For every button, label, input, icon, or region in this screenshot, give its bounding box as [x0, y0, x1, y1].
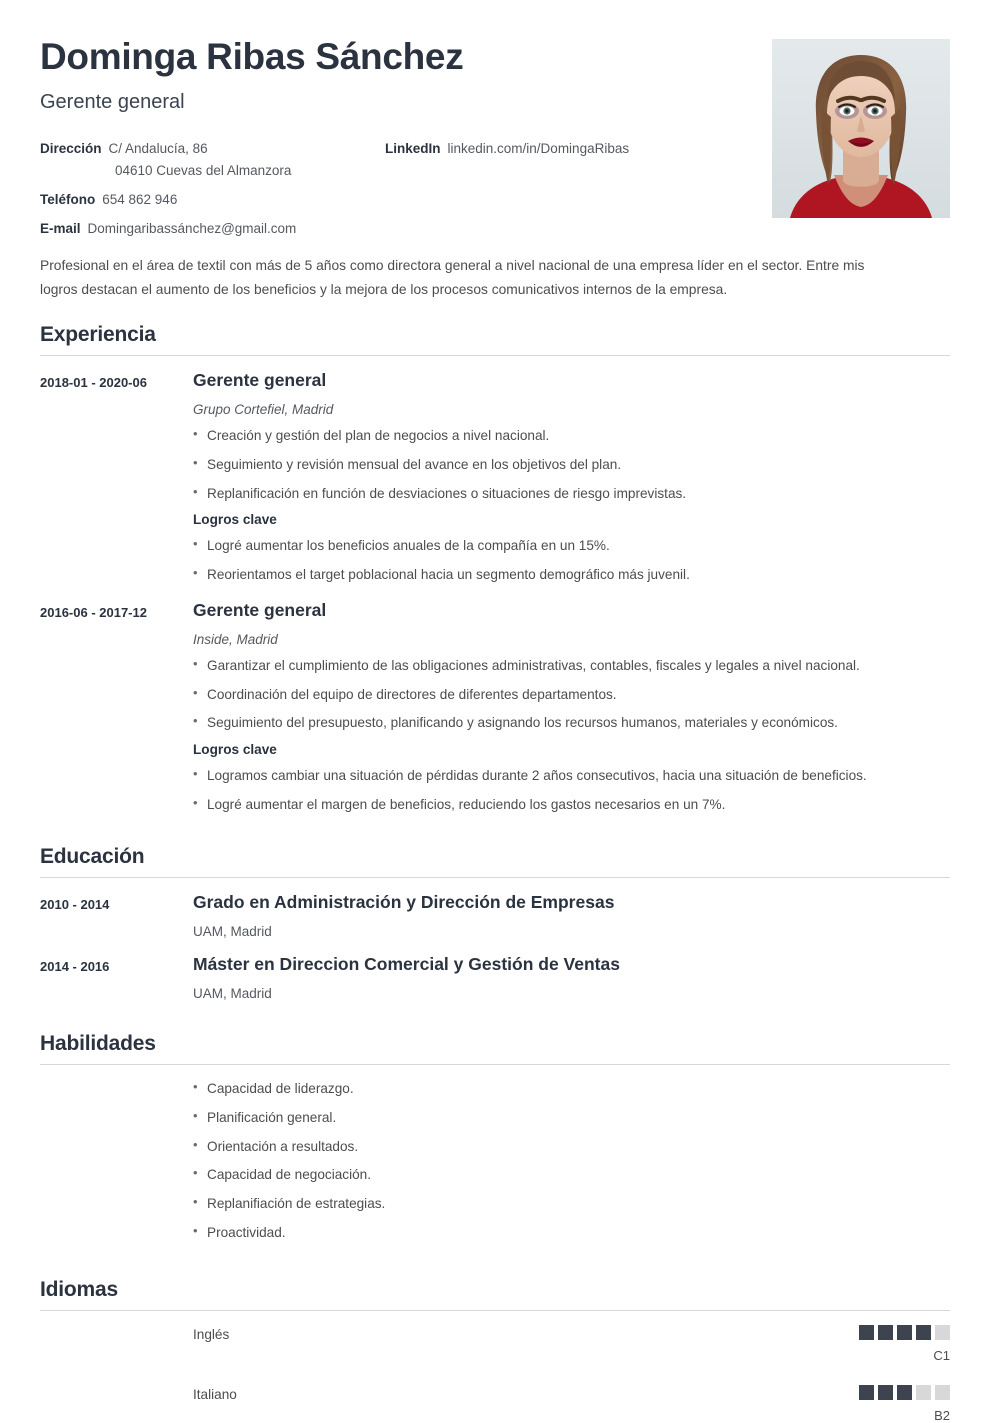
section-divider — [40, 355, 950, 356]
experience-job-title: Gerente general — [193, 370, 327, 391]
language-meter-wrap — [859, 1385, 950, 1423]
language-level-box — [897, 1385, 912, 1400]
address-value-line2: 04610 Cuevas del Almanzora — [115, 162, 292, 178]
education-body — [193, 892, 950, 948]
education-body — [193, 954, 950, 1010]
experience-entry — [40, 600, 950, 824]
section-divider — [40, 1310, 950, 1311]
profile-photo — [772, 39, 950, 218]
list-item: • Replanificación en función de desviaciones o situaciones de riesgo imprevistas. — [193, 484, 950, 504]
language-level-box — [859, 1325, 874, 1340]
language-meter-wrap — [859, 1325, 950, 1363]
section-languages — [0, 1278, 990, 1423]
language-level-box — [916, 1325, 931, 1340]
address-value-line1: C/ Andalucía, 86 — [108, 140, 208, 156]
experience-entry — [40, 370, 950, 594]
language-level-box — [935, 1385, 950, 1400]
experience-company: Inside, Madrid — [193, 631, 278, 647]
section-title-skills: Habilidades — [40, 1032, 156, 1056]
experience-body — [193, 600, 950, 824]
language-level-box — [897, 1325, 912, 1340]
experience-dates: 2018-01 - 2020-06 — [40, 375, 147, 391]
phone-value: 654 862 946 — [102, 191, 178, 207]
achievements-label: Logros clave — [193, 512, 277, 528]
list-item: • Creación y gestión del plan de negocios a nivel nacional. — [193, 426, 950, 446]
achievements-label: Logros clave — [193, 741, 277, 757]
education-entry — [40, 892, 950, 948]
education-dates: 2010 - 2014 — [40, 897, 110, 913]
language-level-meter — [859, 1385, 950, 1400]
section-education — [0, 845, 990, 1010]
experience-achievements — [193, 766, 950, 814]
experience-body — [193, 370, 950, 594]
section-title-experience: Experiencia — [40, 323, 156, 347]
experience-responsibilities — [193, 656, 950, 733]
list-item: • Garantizar el cumplimiento de las obligaciones administrativas, contables, fiscales y legales a nivel nacional. — [193, 656, 950, 676]
email-label: E-mail — [40, 220, 81, 236]
education-entry — [40, 954, 950, 1010]
email-value: Domingaribassánchez@gmail.com — [87, 220, 297, 236]
language-level-box — [859, 1385, 874, 1400]
job-title: Gerente general — [40, 90, 185, 113]
contact-row-phone — [40, 192, 760, 207]
address-label: Dirección — [40, 140, 102, 156]
section-divider — [40, 877, 950, 878]
language-level-box — [916, 1385, 931, 1400]
list-item: • Seguimiento y revisión mensual del avance en los objetivos del plan. — [193, 455, 950, 475]
section-divider — [40, 1064, 950, 1065]
language-level-box — [935, 1325, 950, 1340]
list-item: • Orientación a resultados. — [193, 1137, 385, 1157]
list-item: • Replanifiación de estrategias. — [193, 1194, 385, 1214]
language-level-box — [878, 1385, 893, 1400]
section-skills — [0, 1032, 990, 1255]
language-level-label: C1 — [933, 1347, 950, 1363]
list-item: • Proactividad. — [193, 1223, 385, 1243]
language-level-box — [878, 1325, 893, 1340]
language-name: Italiano — [193, 1386, 237, 1402]
section-experience — [0, 323, 990, 823]
education-dates: 2014 - 2016 — [40, 959, 110, 975]
language-row — [193, 1325, 950, 1363]
professional-summary: Profesional en el área de textil con más de 5 años como directora general a nivel nacional de una empresa líder en el sector. Entre mis logros destacan el aumento de los beneficios y la mejora de los procesos comunicativos internos de la empresa. — [40, 257, 865, 297]
education-degree: Grado en Administración y Dirección de Empresas — [193, 892, 615, 913]
experience-responsibilities — [193, 426, 950, 503]
list-item: • Coordinación del equipo de directores de diferentes departamentos. — [193, 685, 950, 705]
contact-row-linkedin[interactable] — [385, 141, 629, 156]
experience-dates: 2016-06 - 2017-12 — [40, 604, 147, 620]
skills-left-spacer — [40, 1079, 193, 1255]
linkedin-value[interactable]: linkedin.com/in/DomingaRibas — [447, 140, 630, 156]
list-item: • Logramos cambiar una situación de pérdidas durante 2 años consecutivos, hacia una situación de beneficios. — [193, 766, 950, 786]
header-text-block — [40, 38, 760, 236]
linkedin-label: LinkedIn — [385, 140, 441, 156]
education-institution: UAM, Madrid — [193, 986, 272, 1002]
education-institution: UAM, Madrid — [193, 924, 272, 940]
skills-list — [193, 1079, 385, 1251]
list-item: • Capacidad de negociación. — [193, 1165, 385, 1185]
experience-achievements — [193, 536, 950, 584]
phone-label: Teléfono — [40, 191, 96, 207]
list-item: • Planificación general. — [193, 1108, 385, 1128]
experience-job-title: Gerente general — [193, 599, 327, 620]
education-degree: Máster en Direccion Comercial y Gestión de Ventas — [193, 954, 620, 975]
language-level-meter — [859, 1325, 950, 1340]
cv-header — [0, 0, 990, 236]
list-item: • Capacidad de liderazgo. — [193, 1079, 385, 1099]
contact-row-email — [40, 221, 760, 236]
list-item: • Logré aumentar los beneficios anuales de la compañía en un 15%. — [193, 536, 950, 556]
list-item: • Seguimiento del presupuesto, planificando y asignando los recursos humanos, materiales y económicos. — [193, 713, 950, 733]
list-item: • Logré aumentar el margen de beneficios, reduciendo los gastos necesarios en un 7%. — [193, 795, 950, 815]
list-item: • Reorientamos el target poblacional hacia un segmento demográfico más juvenil. — [193, 565, 950, 585]
language-level-label: B2 — [934, 1407, 950, 1423]
experience-company: Grupo Cortefiel, Madrid — [193, 402, 334, 418]
language-name: Inglés — [193, 1326, 230, 1342]
language-row — [193, 1385, 950, 1423]
full-name: Dominga Ribas Sánchez — [40, 36, 464, 77]
skills-wrap — [40, 1079, 950, 1255]
section-title-education: Educación — [40, 845, 145, 869]
contact-block — [40, 141, 760, 236]
section-title-languages: Idiomas — [40, 1277, 118, 1301]
